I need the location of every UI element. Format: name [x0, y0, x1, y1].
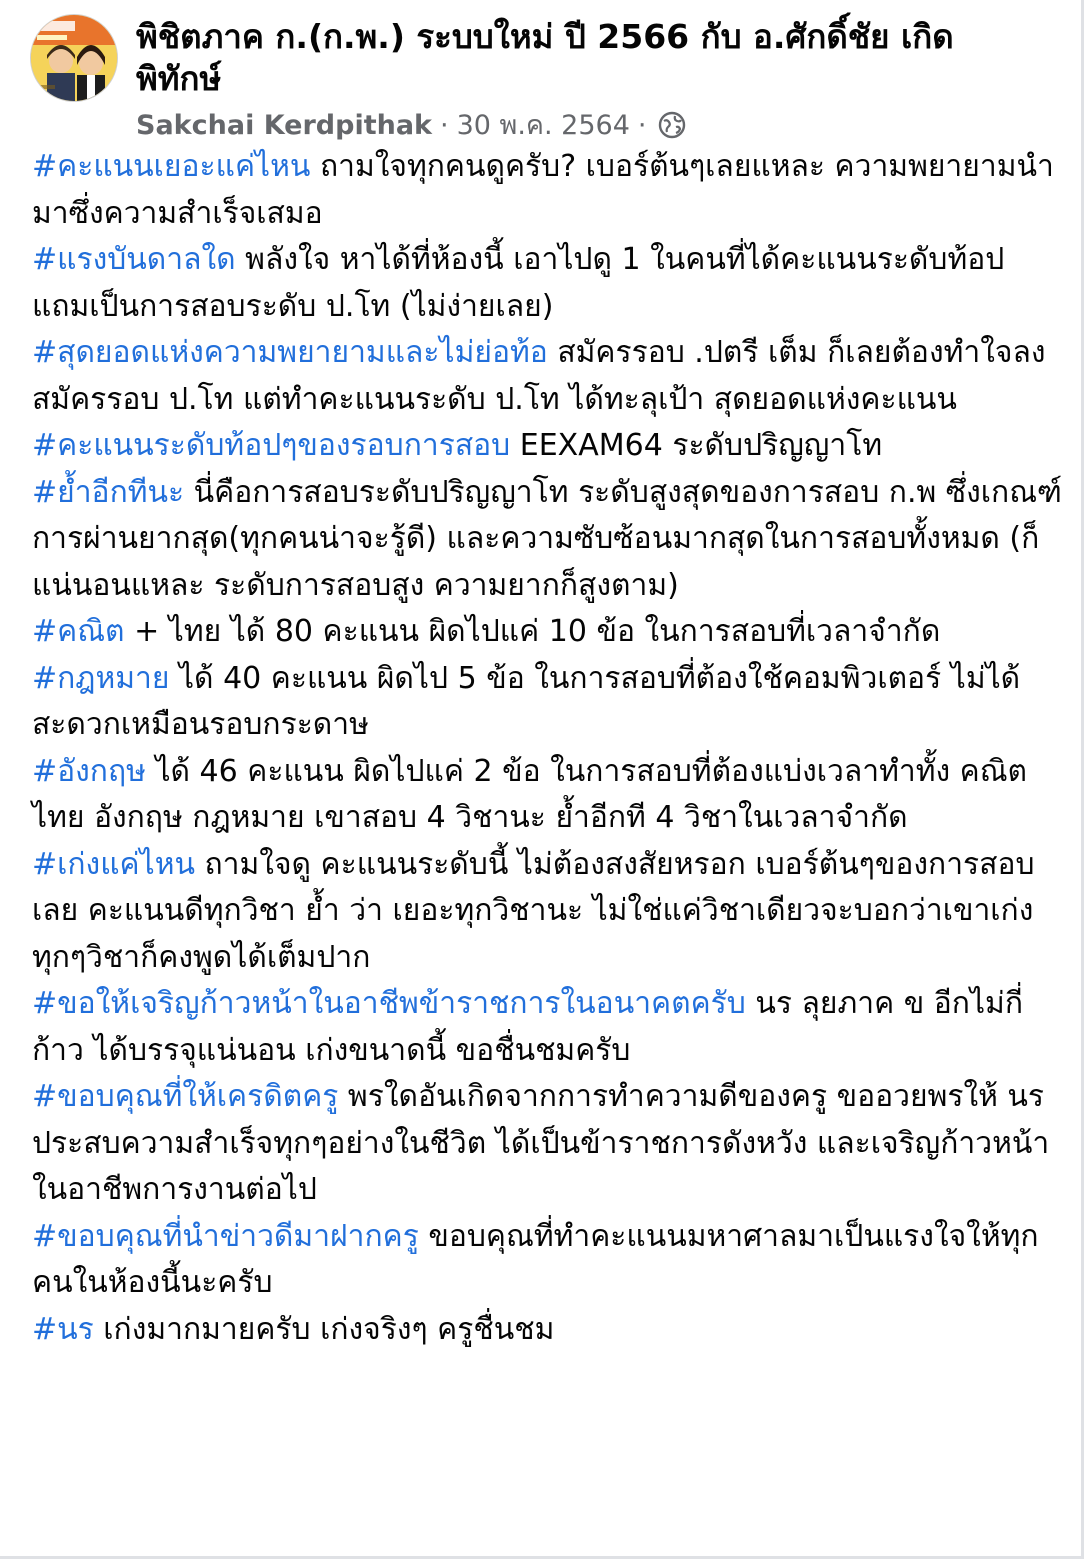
paragraph-text: ขอบคุณที่ทำคะแนนมหาศาลมาเป็นแรงใจให้ทุกคนในห้องนี้นะครับ	[32, 1218, 1039, 1300]
hashtag-link[interactable]: #ขอบคุณที่ให้เครดิตครู	[32, 1079, 339, 1114]
paragraph-text: พรใดอันเกิดจากการทำความดีของครู ขออวยพรให้ นร ประสบความสำเร็จทุกๆอย่างในชีวิต ได้เป็นข้าราชการดังหวัง และเจริญก้าวหน้าในอาชีพการงานต่อไป	[32, 1079, 1050, 1207]
hashtag-link[interactable]: #ขอบคุณที่นำข่าวดีมาฝากครู	[32, 1218, 419, 1254]
post-paragraph	[32, 144, 1062, 237]
post-paragraph	[32, 609, 1062, 656]
paragraph-text: พลังใจ หาได้ที่ห้องนี้ เอาไปดู 1 ในคนที่ได้คะแนนระดับท้อป แถมเป็นการสอบระดับ ป.โท (ไม่ง่ายเลย)	[32, 242, 1005, 324]
hashtag-link[interactable]: #นร	[32, 1311, 94, 1347]
paragraph-text: ถามใจดู คะแนนระดับนี้ ไม่ต้องสงสัยหรอก เบอร์ต้นๆของการสอบเลย คะแนนดีทุกวิชา ย้ำ ว่า เยอะทุกวิชานะ ไม่ใช่แค่วิชาเดียวจะบอกว่าเขาเก่งทุกๆวิชาก็คงพูดได้เต็มปาก	[32, 846, 1035, 975]
post-paragraph	[32, 1074, 1062, 1214]
group-title[interactable]: พิชิตภาค ก.(ก.พ.) ระบบใหม่ ปี 2566 กับ อ.ศักดิ์ชัย เกิดพิทักษ์	[136, 17, 954, 98]
post-paragraph	[32, 423, 1062, 470]
hashtag-link[interactable]: #กฎหมาย	[32, 660, 170, 696]
post-paragraph	[32, 842, 1062, 982]
post-body	[32, 144, 1062, 1353]
hashtag-link[interactable]: #สุดยอดแห่งความพยายามและไม่ย่อท้อ	[32, 335, 548, 370]
paragraph-text: ได้ 40 คะแนน ผิดไป 5 ข้อ ในการสอบที่ต้องใช้คอมพิวเตอร์ ไม่ได้สะดวกเหมือนรอบกระดาษ	[32, 660, 1021, 742]
hashtag-link[interactable]: #คะแนนเยอะแค่ไหน	[32, 149, 311, 184]
meta-separator: ·	[440, 110, 449, 141]
author-name[interactable]: Sakchai Kerdpithak	[136, 110, 433, 141]
paragraph-text: ได้ 46 คะแนน ผิดไปแค่ 2 ข้อ ในการสอบที่ต้องแบ่งเวลาทำทั้ง คณิต ไทย อังกฤษ กฎหมาย เขาสอบ 4 วิชานะ ย้ำอีกที 4 วิชาในเวลาจำกัด	[32, 753, 1028, 835]
hashtag-link[interactable]: #คณิต	[32, 614, 125, 649]
hashtag-link[interactable]: #คะแนนระดับท้อปๆของรอบการสอบ	[32, 428, 511, 463]
post-paragraph	[32, 330, 1062, 423]
paragraph-text: + ไทย ได้ 80 คะแนน ผิดไปแค่ 10 ข้อ ในการสอบที่เวลาจำกัด	[124, 614, 941, 649]
post-meta	[136, 106, 686, 146]
post-paragraph	[32, 656, 1062, 749]
hashtag-link[interactable]: #แรงบันดาลใด	[32, 242, 236, 277]
hashtag-link[interactable]: #เก่งแค่ไหน	[32, 846, 195, 882]
post-header	[30, 8, 1070, 141]
post-paragraph	[32, 237, 1062, 330]
paragraph-text: นร ลุยภาค ข อีกไม่กี่ก้าว ได้บรรจุแน่นอน เก่งขนาดนี้ ขอชื่นชมครับ	[32, 986, 1023, 1068]
hashtag-link[interactable]: #ขอให้เจริญก้าวหน้าในอาชีพข้าราชการในอนาคตครับ	[32, 986, 746, 1021]
post-paragraph	[32, 1214, 1062, 1307]
group-avatar[interactable]	[30, 14, 118, 102]
post-paragraph	[32, 470, 1062, 610]
paragraph-text: EEXAM64 ระดับปริญญาโท	[510, 428, 883, 463]
hashtag-link[interactable]: #อังกฤษ	[32, 753, 146, 789]
post-date[interactable]: 30 พ.ค. 2564	[456, 110, 630, 141]
profile-avatar-icon	[31, 15, 117, 101]
post-paragraph	[32, 1307, 1062, 1354]
paragraph-text: นี่คือการสอบระดับปริญญาโท ระดับสูงสุดของการสอบ ก.พ ซึ่งเกณฑ์การผ่านยากสุด(ทุกคนน่าจะรู้ดี) และความซับซ้อนมากสุดในการสอบทั้งหมด (ก็แน่นอนแหละ ระดับการสอบสูง ความยากก็สูงตาม)	[32, 474, 1062, 603]
post-paragraph	[32, 749, 1062, 842]
meta-separator-2: ·	[637, 110, 647, 141]
paragraph-text: ถามใจทุกคนดูครับ? เบอร์ต้นๆเลยแหละ ความพยายามนำมาซึ่งความสำเร็จเสมอ	[32, 149, 1054, 231]
paragraph-text: เก่งมากมายครับ เก่งจริงๆ ครูชื่นชม	[93, 1311, 555, 1347]
post-paragraph	[32, 981, 1062, 1074]
hashtag-link[interactable]: #ย้ำอีกทีนะ	[32, 474, 185, 510]
globe-icon[interactable]	[658, 111, 686, 139]
paragraph-text: สมัครรอบ .ปตรี เต็ม ก็เลยต้องทำใจลงสมัครรอบ ป.โท แต่ทำคะแนนระดับ ป.โท ได้ทะลุเป้า สุดยอดแห่งคะแนน	[32, 335, 1046, 417]
